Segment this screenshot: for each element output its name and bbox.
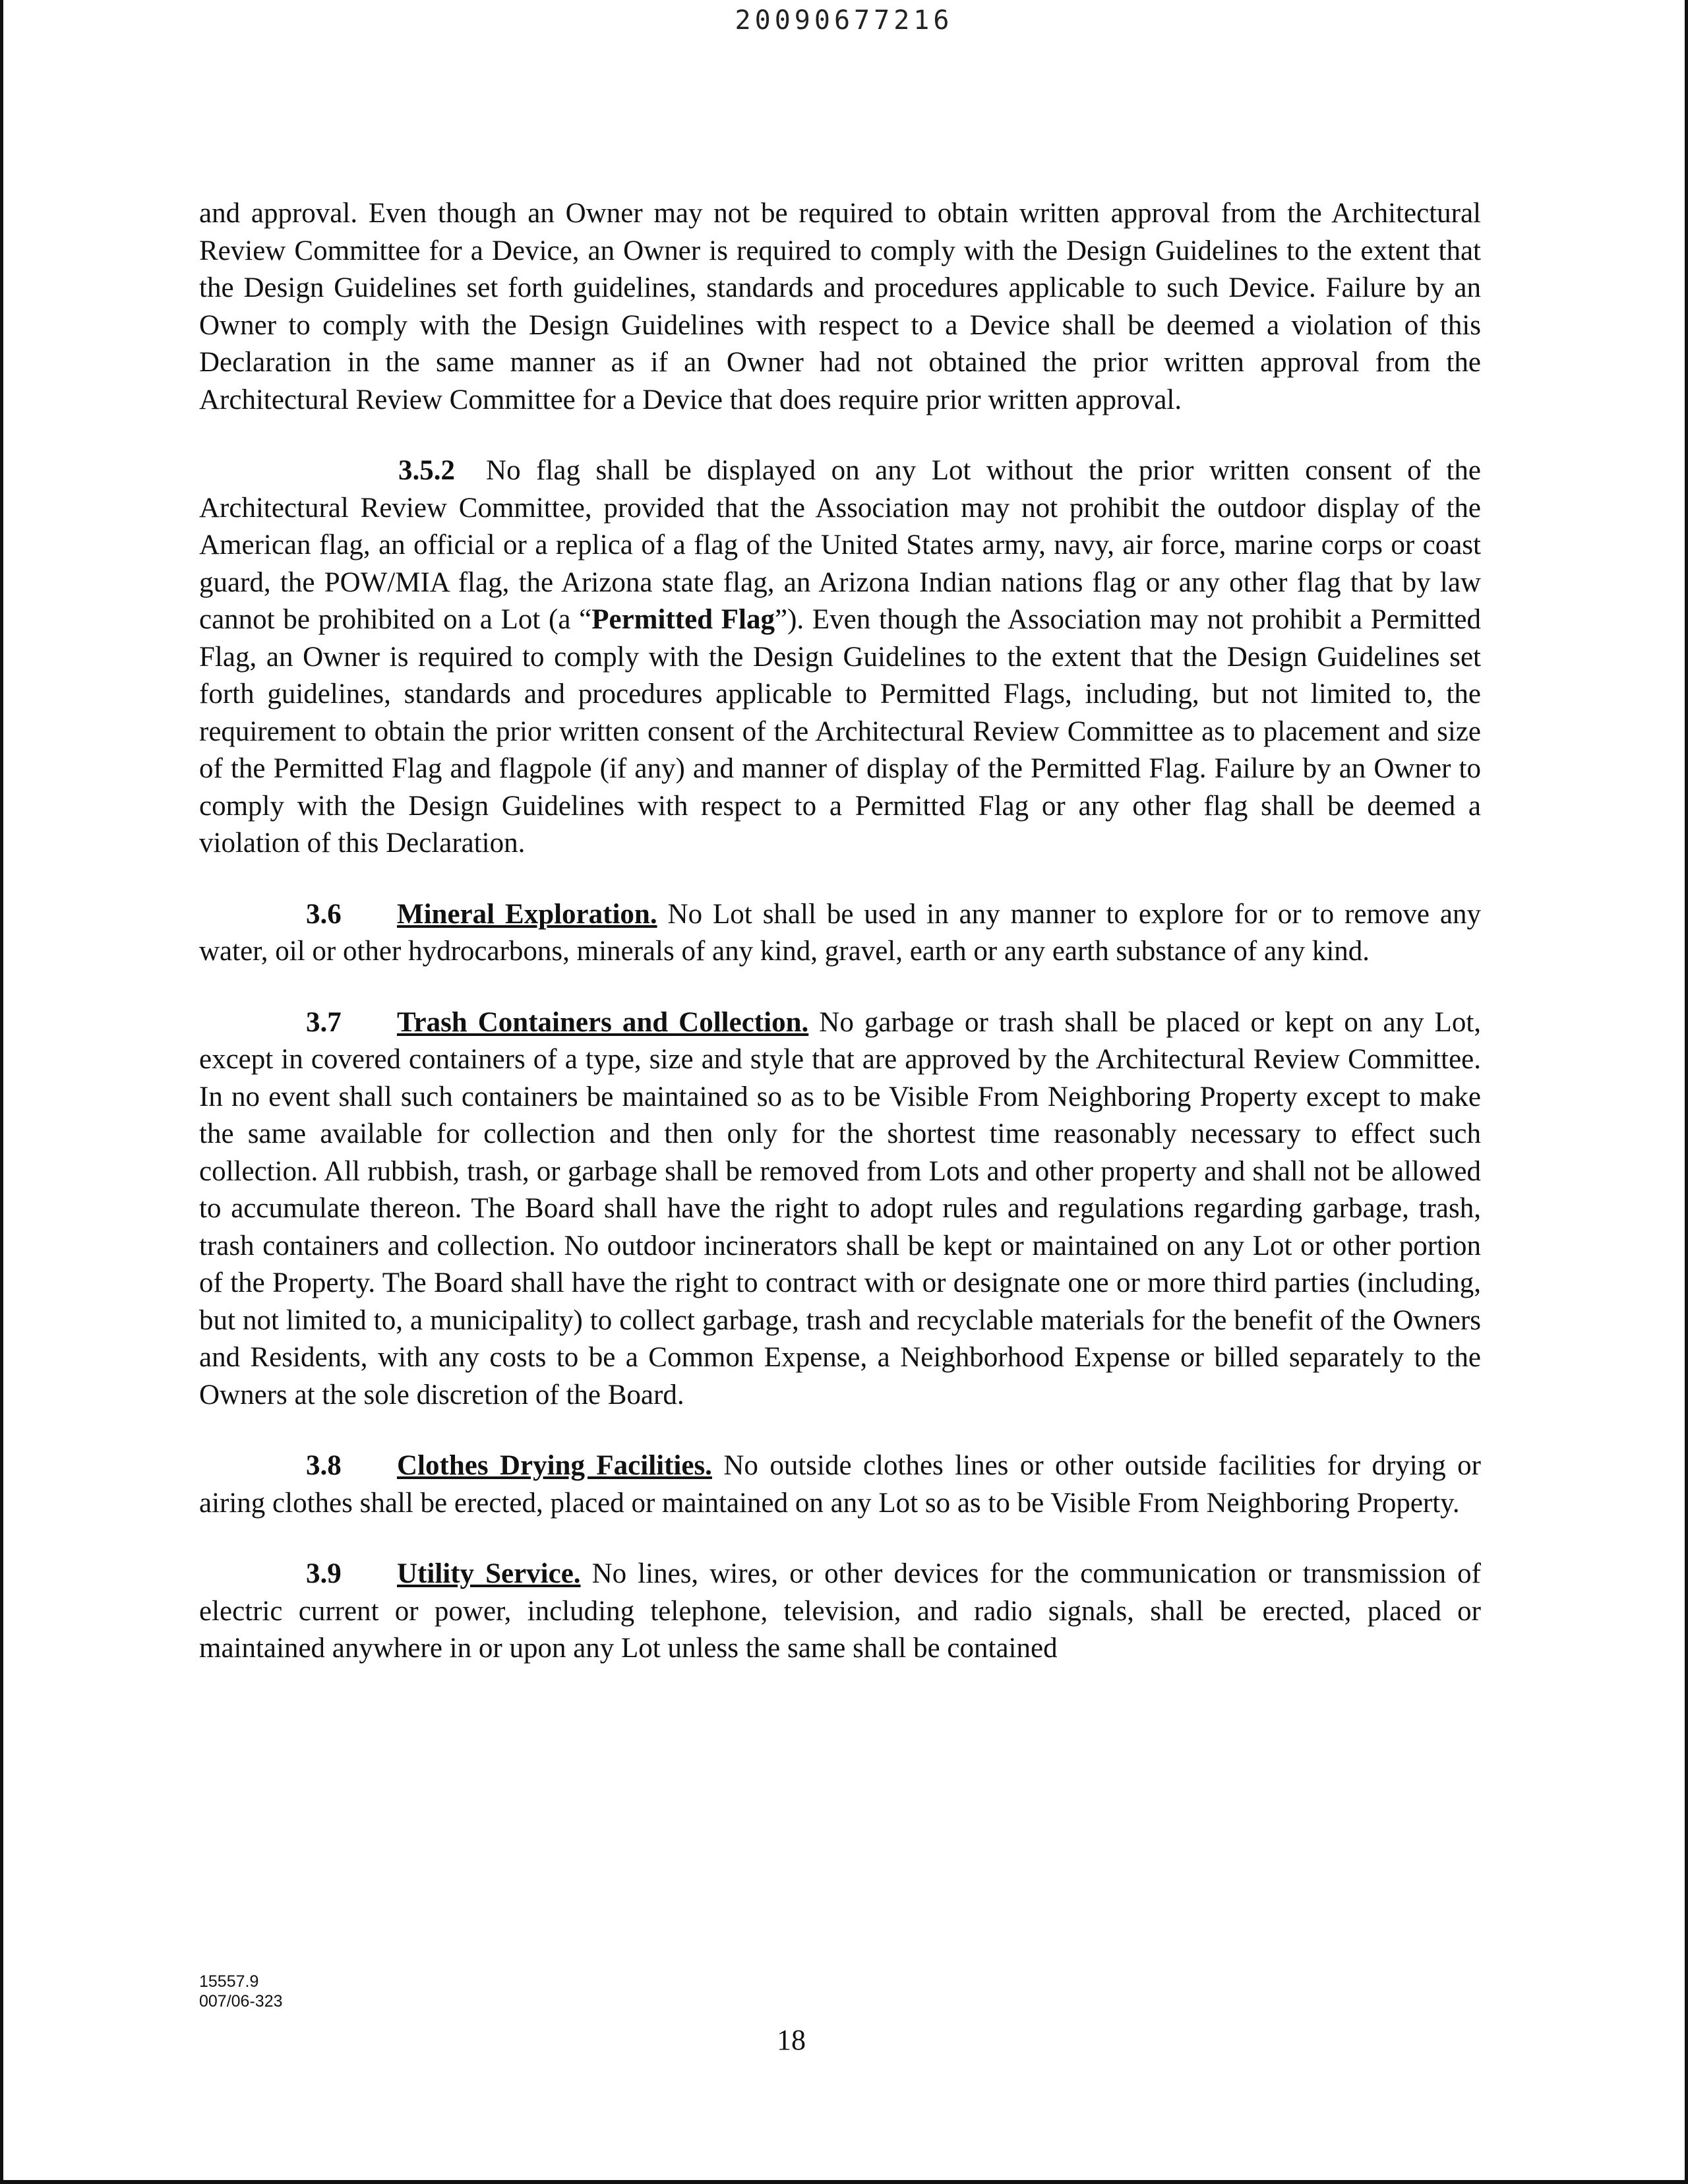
section-text: No outside clothes lines or other outside facilities for drying or airing clothes shall be erected, placed or maintained on any Lot so as to be Visible From Neighboring Property. <box>199 1450 1481 1519</box>
section-text: No Lot shall be used in any manner to explore for or to remove any water, oil or other hydrocarbons, minerals of any kind, gravel, earth or any earth substance of any kind. <box>199 898 1481 967</box>
section-number: 3.6 <box>306 898 342 930</box>
page-border-bottom <box>0 2180 1688 2184</box>
section-text: ”). Even though the Association may not prohibit a Permitted Flag, an Owner is required to comply with the Design Guidelines to the extent that the Design Guidelines set forth guidelines, standards and procedures applicable to Permitted Flags, including, but not limited to, the requirement to obtain the prior written consent of the Architectural Review Committee as to placement and size of the Permitted Flag and flagpole (if any) and manner of display of the Permitted Flag. Failure by an Owner to comply with the Design Guidelines with respect to a Permitted Flag or any other flag shall be deemed a violation of this Declaration. <box>199 604 1481 859</box>
paragraph-continuation: and approval. Even though an Owner may not be required to obtain written approval from the Architectural Review Committee for a Device, an Owner is required to comply with the Design Guidelines to the extent that the Design Guidelines set forth guidelines, standards and procedures applicable to such Device. Failure by an Owner to comply with the Design Guidelines with respect to a Device shall be deemed a violation of this Declaration in the same manner as if an Owner had not obtained the prior written approval from the Architectural Review Committee for a Device that does require prior written approval. <box>199 198 1481 415</box>
section-number: 3.7 <box>306 1006 342 1038</box>
page-border-left <box>0 0 3 2184</box>
section-number: 3.9 <box>306 1558 342 1589</box>
section-text: No garbage or trash shall be placed or kept on any Lot, except in covered containers of a type, size and style that are approved by the Architectural Review Committee. In no event shall such containers be maintained so as to be Visible From Neighboring Property except to make the same available for collection and then only for the shortest time reasonably necessary to effect such collection. All rubbish, trash, or garbage shall be removed from Lots and other property and shall not be allowed to accumulate thereon. The Board shall have the right to adopt rules and regulations regarding garbage, trash, trash containers and collection. No outdoor incinerators shall be kept or maintained on any Lot or other portion of the Property. The Board shall have the right to contract with or designate one or more third parties (including, but not limited to, a municipality) to collect garbage, trash and recyclable materials for the benefit of the Owners and Residents, with any costs to be a Common Expense, a Neighborhood Expense or billed separately to the Owners at the sole discretion of the Board. <box>199 1006 1482 1410</box>
section-title: Mineral Exploration. <box>397 898 657 930</box>
section-3-6 <box>199 896 1481 971</box>
section-title: Utility Service. <box>397 1558 581 1589</box>
section-title: Trash Containers and Collection. <box>397 1006 809 1038</box>
footer-doc-code <box>199 1972 283 2011</box>
page-number: 18 <box>777 2024 806 2056</box>
defined-term: Permitted Flag <box>591 604 775 635</box>
section-3-8 <box>199 1447 1481 1522</box>
section-title: Clothes Drying Facilities. <box>397 1450 712 1481</box>
section-number: 3.8 <box>306 1450 342 1481</box>
document-number: 20090677216 <box>735 5 953 36</box>
footer-code-line: 15557.9 <box>199 1972 259 1991</box>
section-3-7 <box>199 1004 1481 1414</box>
section-text: No flag shall be displayed on any Lot without the prior written consent of the Architectural Review Committee, provided that the Association may not prohibit the outdoor display of the American flag, an official or a replica of a flag of the United States army, navy, air force, marine corps or coast guard, the POW/MIA flag, the Arizona state flag, an Arizona Indian nations flag or any other flag that by law cannot be prohibited on a Lot (a “ <box>199 455 1482 635</box>
section-3-5-2 <box>199 452 1481 863</box>
section-text: No lines, wires, or other devices for the communication or transmission of electric current or power, including telephone, television, and radio signals, shall be erected, placed or maintained anywhere in or upon any Lot unless the same shall be contained <box>199 1558 1481 1664</box>
footer-code-line: 007/06-323 <box>199 1992 283 2011</box>
document-body <box>199 195 1481 1668</box>
page-border-right <box>1685 0 1688 2184</box>
section-3-9 <box>199 1556 1481 1668</box>
section-number: 3.5.2 <box>398 455 455 486</box>
